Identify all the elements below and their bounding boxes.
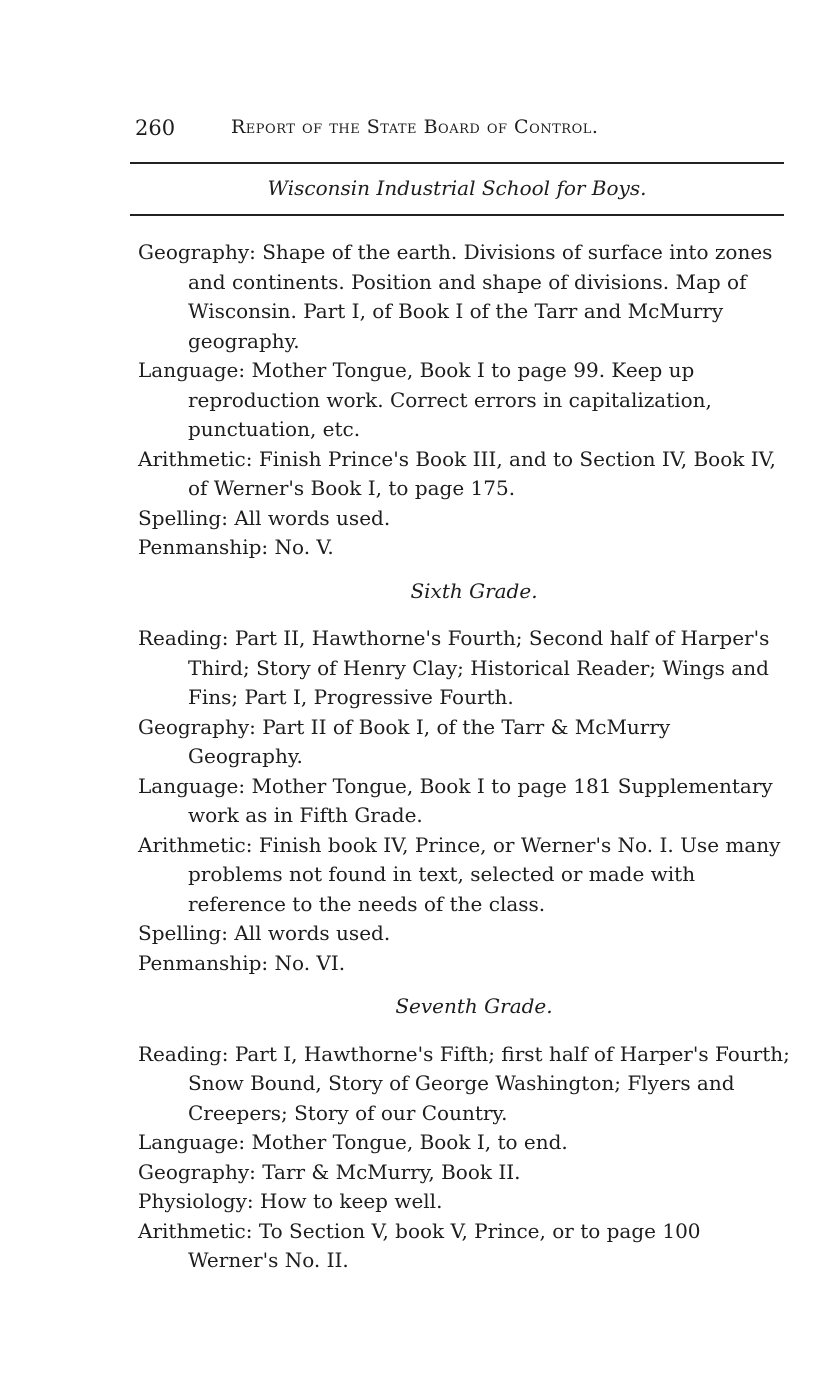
- subject-entry: [138, 713, 790, 772]
- subject-entry: [138, 1187, 790, 1217]
- subject-text: Mother Tongue, Book I, to end.: [251, 1130, 568, 1154]
- section-seventh-grade: [138, 1040, 790, 1276]
- subject-entry: [138, 356, 790, 445]
- subject-text: Part II of Book I, of the Tarr & McMurry Geography.: [188, 714, 671, 768]
- subject-entry: [138, 533, 790, 563]
- page-number: 260: [135, 116, 176, 140]
- subject-text: Shape of the earth. Divisions of surface into zones and continents. Position and shape of divisions. Map of Wisconsin. Part I, of Book I of the Tarr and McMurry geography.: [188, 240, 773, 353]
- subject-text: Finish book IV, Prince, or Werner's No. I. Use many problems not found in text, selected or made with reference to the needs of the class.: [188, 832, 781, 916]
- subject-text: Finish Prince's Book III, and to Section IV, Book IV, of Werner's Book I, to page 175.: [188, 446, 776, 500]
- subject-text: To Section V, book V, Prince, or to page 100 Werner's No. II.: [188, 1218, 701, 1272]
- subject-entry: [138, 1128, 790, 1158]
- subject-text: Tarr & McMurry, Book II.: [262, 1159, 521, 1184]
- top-rule: [130, 162, 784, 164]
- subject-entry: [138, 772, 790, 831]
- curriculum-content: [138, 238, 790, 1276]
- subject-label: Reading:: [138, 1041, 229, 1066]
- subject-label: Penmanship:: [138, 950, 269, 975]
- running-title: Report of the State Board of Control.: [231, 116, 599, 138]
- subject-label: Penmanship:: [138, 535, 269, 559]
- subject-text: All words used.: [234, 505, 391, 530]
- subject-text: All words used.: [234, 921, 391, 945]
- subject-label: Physiology:: [138, 1189, 254, 1213]
- subject-text: No. VI.: [274, 950, 346, 975]
- subject-entry: [138, 445, 790, 504]
- bottom-rule: [130, 214, 784, 216]
- subject-entry: [138, 831, 790, 920]
- institution-subtitle: Wisconsin Industrial School for Boys.: [267, 176, 647, 200]
- subject-label: Spelling:: [138, 505, 228, 530]
- page-header: [135, 116, 785, 146]
- subject-entry: [138, 1040, 790, 1129]
- subject-entry: [138, 238, 790, 356]
- subject-entry: [138, 624, 790, 713]
- subject-entry: [138, 1217, 790, 1276]
- subject-text: Part II, Hawthorne's Fourth; Second half of Harper's Third; Story of Henry Clay; Historical Reader; Wings and Fins; Part I, Progressive Fourth.: [188, 626, 770, 709]
- subject-text: Part I, Hawthorne's Fifth; first half of Harper's Fourth; Snow Bound, Story of George Washington; Flyers and Creepers; Story of our Country.: [188, 1041, 790, 1125]
- subject-text: Mother Tongue, Book I to page 99. Keep up reproduction work. Correct errors in capitalization, punctuation, etc.: [188, 358, 712, 441]
- section-sixth-grade: [138, 624, 790, 978]
- subject-label: Spelling:: [138, 921, 228, 945]
- subject-label: Arithmetic:: [138, 1218, 253, 1243]
- subject-entry: [138, 1158, 790, 1188]
- subject-entry: [138, 949, 790, 979]
- subject-label: Reading:: [138, 626, 229, 650]
- subject-entry: [138, 919, 790, 949]
- grade-heading-sixth: Sixth Grade.: [410, 578, 538, 603]
- subject-entry: [138, 504, 790, 534]
- section-fifth-grade-continued: [138, 238, 790, 563]
- subject-text: No. V.: [274, 535, 334, 559]
- subject-text: Mother Tongue, Book I to page 181 Supplementary work as in Fifth Grade.: [188, 773, 773, 827]
- subject-label: Geography:: [138, 714, 256, 739]
- subject-label: Arithmetic:: [138, 446, 253, 471]
- subject-label: Language:: [138, 773, 246, 798]
- subject-label: Geography:: [138, 1159, 256, 1184]
- subject-text: How to keep well.: [259, 1189, 443, 1213]
- subject-label: Geography:: [138, 240, 256, 264]
- grade-heading-seventh: Seventh Grade.: [395, 994, 553, 1018]
- subject-label: Language:: [138, 1130, 246, 1154]
- subject-label: Arithmetic:: [138, 832, 253, 857]
- subject-label: Language:: [138, 358, 246, 382]
